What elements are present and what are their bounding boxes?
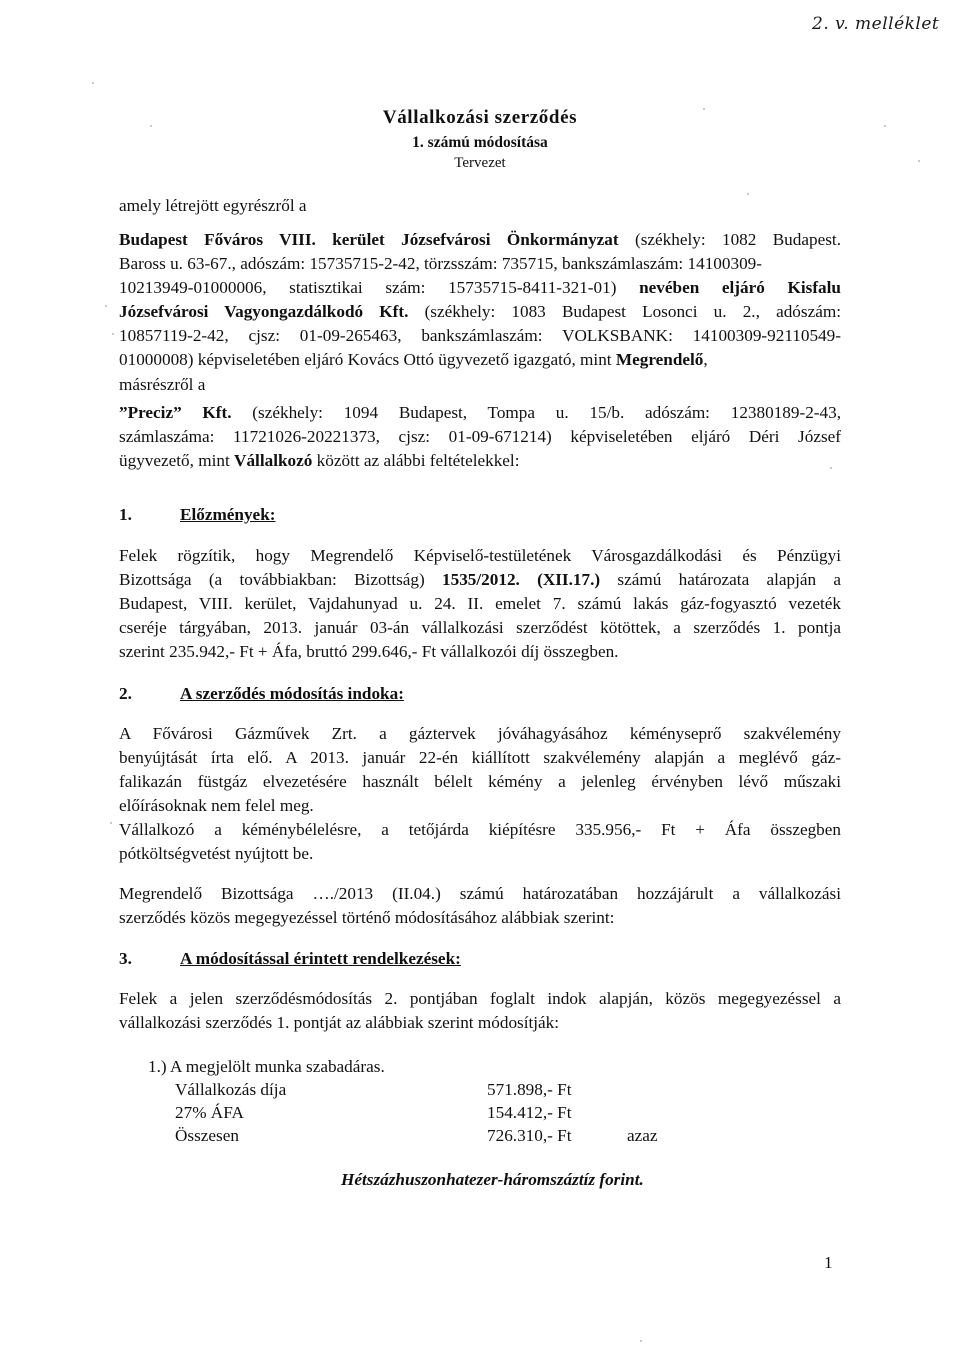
amendment-item: 1.) A megjelölt munka szabadáras. (148, 1057, 385, 1076)
party1-line-6: 01000008) képviseletében eljáró Kovács Ottó ügyvezető igazgató, mint Megrendelő, (119, 350, 708, 369)
scan-speck (150, 125, 152, 127)
parties-middle: másrészről a (119, 375, 206, 394)
section-3-title: A módosítással érintett rendelkezések: (180, 949, 461, 968)
scan-speck (110, 822, 112, 824)
party1-line-3: 10213949-01000006, statisztikai szám: 15735715-8411-321-01) nevében eljáró Kisfalu (119, 278, 841, 297)
document-subtitle: 1. számú módosítása (412, 134, 548, 151)
total-value: 726.310,- Ft (487, 1126, 572, 1145)
section-1-line-5: szerint 235.942,- Ft + Áfa, bruttó 299.646,- Ft vállalkozói díj összegben. (119, 642, 619, 661)
handwritten-annotation: 2. v. melléklet (812, 14, 940, 34)
section-2-line-5: Vállalkozó a kéménybélelésre, a tetőjárda kiépítésre 335.956,- Ft + Áfa összegben (119, 820, 841, 839)
section-2-line-1: A Fővárosi Gázművek Zrt. a gáztervek jóváhagyásához kéményseprő szakvélemény (119, 724, 841, 743)
section-1-line-1: Felek rögzítik, hogy Megrendelő Képviselő-testületének Városgazdálkodási és Pénzügyi (119, 546, 841, 565)
party1-line-5: 10857119-2-42, cjsz: 01-09-265463, bankszámlaszám: VOLKSBANK: 14100309-92110549- (119, 326, 841, 345)
scan-speck (112, 333, 114, 335)
total-label: Összesen (175, 1126, 239, 1145)
section-2-line-2: benyújtását írta elő. A 2013. január 22-én kiállított szakvélemény alapján a meglévő gáz- (119, 748, 841, 767)
scan-speck (703, 108, 705, 110)
section-3-line-2: vállalkozási szerződés 1. pontját az alábbiak szerint módosítják: (119, 1013, 560, 1032)
amount-in-words: Hétszázhuszonhatezer-háromszáztíz forint. (341, 1170, 644, 1189)
party2-line-3: ügyvezető, mint Vállalkozó között az alábbi feltételekkel: (119, 451, 520, 470)
scan-speck (92, 82, 94, 84)
section-2-extra-2: szerződés közös megegyezéssel történő módosításához alábbiak szerint: (119, 908, 615, 927)
party2-line-1: ”Preciz” Kft. (székhely: 1094 Budapest, Tompa u. 15/b. adószám: 12380189-2-43, (119, 403, 841, 422)
party1-line-4: Józsefvárosi Vagyongazdálkodó Kft. (székhely: 1083 Budapest Losonci u. 2., adószám: (119, 302, 841, 321)
page-number: 1 (824, 1253, 833, 1272)
section-1-number: 1. (119, 505, 132, 524)
section-3-number: 3. (119, 949, 132, 968)
section-2-line-4: előírásoknak nem felel meg. (119, 796, 314, 815)
party2-line-2: számlaszáma: 11721026-20221373, cjsz: 01-09-671214) képviseletében eljáró Déri József (119, 427, 841, 446)
fee-value: 571.898,- Ft (487, 1080, 572, 1099)
scan-speck (918, 160, 920, 162)
vat-label: 27% ÁFA (175, 1103, 244, 1122)
scan-speck (884, 125, 886, 127)
section-2-line-6: pótköltségvetést nyújtott be. (119, 844, 314, 863)
scan-speck (640, 1340, 642, 1342)
vat-value: 154.412,- Ft (487, 1103, 572, 1122)
scan-speck (105, 305, 107, 307)
section-1-title: Előzmények: (180, 505, 276, 524)
total-note: azaz (627, 1126, 658, 1145)
draft-label: Tervezet (454, 155, 506, 171)
party1-line-2: Baross u. 63-67., adószám: 15735715-2-42, törzsszám: 735715, bankszámlaszám: 14100309- (119, 254, 762, 273)
section-2-line-3: falikazán füstgáz elvezetésére használt bélelt kémény a jelenleg érvényben lévő műszaki (119, 772, 841, 791)
scan-speck (747, 193, 749, 195)
section-2-extra-1: Megrendelő Bizottsága …./2013 (II.04.) számú határozatában hozzájárult a vállalkozási (119, 884, 841, 903)
section-1-line-3: Budapest, VIII. kerület, Vajdahunyad u. 24. II. emelet 7. számú lakás gáz-fogyasztó vezeték (119, 594, 841, 613)
party1-line-1: Budapest Főváros VIII. kerület Józsefvárosi Önkormányzat (székhely: 1082 Budapest. (119, 230, 841, 249)
document-title: Vállalkozási szerződés (382, 107, 578, 128)
section-2-title: A szerződés módosítás indoka: (180, 684, 404, 703)
section-2-number: 2. (119, 684, 132, 703)
parties-intro: amely létrejött egyrészről a (119, 196, 307, 215)
section-3-line-1: Felek a jelen szerződésmódosítás 2. pontjában foglalt indok alapján, közös megegyezéssel a (119, 989, 841, 1008)
section-1-line-4: cseréje tárgyában, 2013. január 03-án vállalkozási szerződést kötöttek, a szerződés 1. pontja (119, 618, 841, 637)
section-1-line-2: Bizottsága (a továbbiakban: Bizottság) 1535/2012. (XII.17.) számú határozata alapján a (119, 570, 841, 589)
scan-speck (830, 467, 832, 469)
fee-label: Vállalkozás díja (175, 1080, 287, 1099)
